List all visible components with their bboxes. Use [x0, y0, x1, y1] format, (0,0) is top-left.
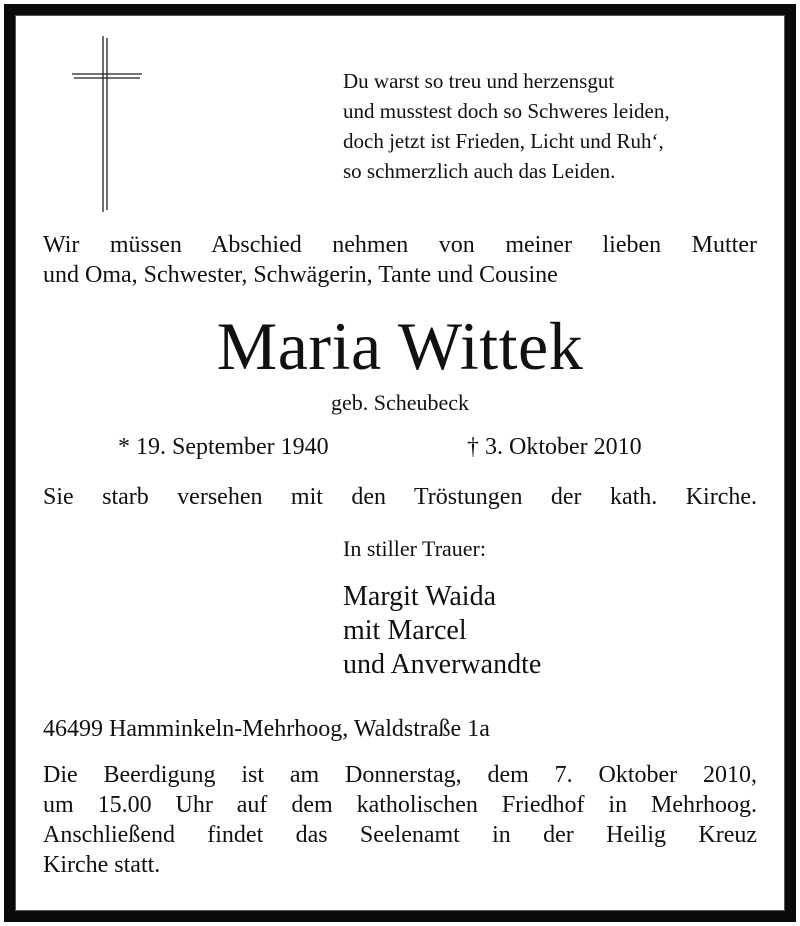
family-address: 46499 Hamminkeln-Mehrhoog, Waldstraße 1a [43, 716, 490, 742]
poem-verse [343, 66, 670, 186]
funeral-line: Kirche statt. [43, 852, 161, 878]
intro-line: Wir müssen Abschied nehmen von meiner lieben Mutter [43, 232, 757, 258]
mourner-line: Margit Waida [343, 581, 497, 612]
farewell-intro [43, 230, 757, 290]
mourners-list [343, 580, 541, 682]
birth-date: * 19. September 1940 [118, 434, 329, 460]
poem-line: und musstest doch so Schweres leiden, [343, 99, 670, 123]
faith-note: Sie starb versehen mit den Tröstungen der kath. Kirche. [43, 484, 757, 510]
intro-line: und Oma, Schwester, Schwägerin, Tante und Cousine [43, 262, 558, 288]
poem-line: so schmerzlich auch das Leiden. [343, 159, 616, 183]
death-date: † 3. Oktober 2010 [467, 434, 642, 460]
mourner-line: mit Marcel [343, 615, 467, 646]
cross-icon [72, 36, 142, 212]
deceased-name: Maria Wittek [216, 308, 584, 384]
mourner-line: und Anverwandte [343, 649, 542, 680]
maiden-name: geb. Scheubeck [330, 390, 470, 415]
funeral-line: um 15.00 Uhr auf dem katholischen Friedhof in Mehrhoog. [43, 792, 757, 818]
funeral-line: Die Beerdigung ist am Donnerstag, dem 7. Oktober 2010, [43, 762, 757, 788]
poem-line: Du warst so treu und herzensgut [343, 69, 615, 93]
poem-line: doch jetzt ist Frieden, Licht und Ruh‘, [343, 129, 664, 153]
funeral-line: Anschließend findet das Seelenamt in der Heilig Kreuz [43, 822, 757, 848]
funeral-details [43, 760, 757, 880]
mourning-label: In stiller Trauer: [343, 536, 486, 561]
